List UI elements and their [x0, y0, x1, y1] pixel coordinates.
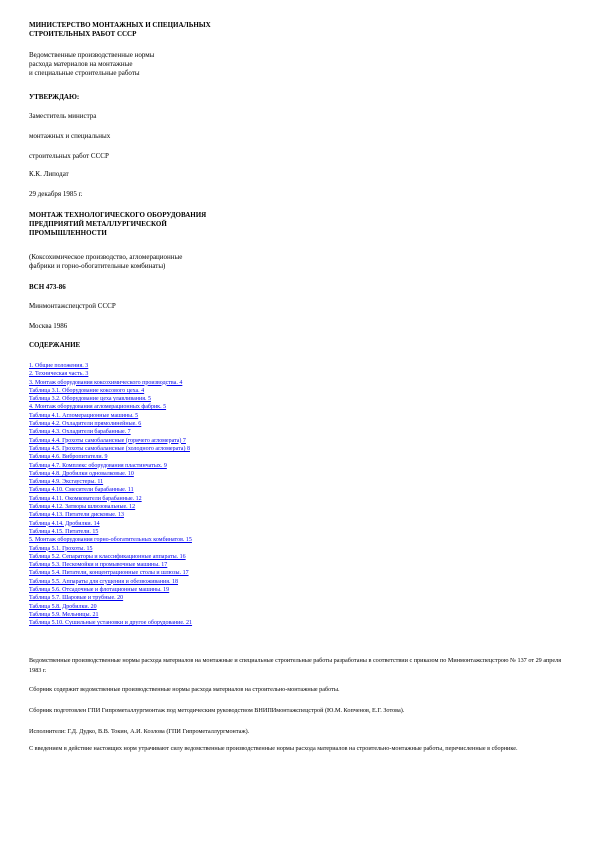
toc-link[interactable]: Таблица 4.7. Комплекс оборудования пластинчатых. 9 — [29, 462, 167, 469]
approval-heading: УТВЕРЖДАЮ: — [29, 93, 80, 101]
toc-link[interactable]: Таблица 5.8. Дробилки. 20 — [29, 603, 97, 610]
toc-link[interactable]: Таблица 5.10. Сушильные установки и другое оборудование. 21 — [29, 620, 193, 627]
ministry-header — [29, 21, 211, 39]
document-title — [29, 211, 206, 238]
toc-link[interactable]: Таблица 4.14. Дробилки. 14 — [29, 520, 100, 527]
toc-link[interactable]: Таблица 4.9. Эксгаустеры. 11 — [29, 479, 104, 486]
document-subtitle — [29, 253, 182, 271]
toc-link[interactable]: Таблица 4.2. Охладители прямолинейные. 6 — [29, 421, 142, 428]
publisher: Минмонтажспецстрой СССР — [29, 302, 116, 310]
toc-link[interactable]: Таблица 5.6. Отсадочные и флотационные машины. 19 — [29, 587, 170, 594]
table-of-contents — [29, 362, 192, 628]
toc-link[interactable]: Таблица 4.1. Агломерационные машины. 5 — [29, 412, 139, 419]
toc-link[interactable]: 4. Монтаж оборудования агломерационных фабрик. 5 — [29, 404, 167, 411]
contents-heading: СОДЕРЖАНИЕ — [29, 341, 81, 349]
toc-link[interactable]: 2. Техническая часть. 3 — [29, 371, 89, 378]
toc-link[interactable]: Таблица 4.8. Дробилки одновалковые. 10 — [29, 470, 134, 477]
toc-link[interactable]: Таблица 5.5. Аппараты для сгущения и обезвоживания. 18 — [29, 578, 179, 585]
ministry-line-1: МИНИСТЕРСТВО МОНТАЖНЫХ И СПЕЦИАЛЬНЫХ — [29, 21, 211, 29]
title-line-1: МОНТАЖ ТЕХНОЛОГИЧЕСКОГО ОБОРУДОВАНИЯ — [29, 211, 207, 219]
toc-link[interactable]: 1. Общие положения. 3 — [29, 363, 89, 369]
document-code: ВСН 473-86 — [29, 283, 66, 291]
toc-link[interactable]: Таблица 4.10. Смесители барабанные. 11 — [29, 487, 134, 494]
paragraph-4: Исполнители: Г.Д. Дудко, В.В. Токин, А.И. Козлова (ГПИ Гипрометаллургмонтаж). — [29, 728, 250, 735]
toc-link[interactable]: Таблица 5.4. Питатели, концентрационные столы и шлюзы. 17 — [29, 570, 189, 577]
paragraph-3: Сборник подготовлен ГПИ Гипрометаллургмонтаж под методическим руководством ВНИПИмонтажспецстрой (Ю.М. Копченов, Е.Г. Зотова). — [29, 707, 405, 714]
toc-link[interactable]: Таблица 4.6. Вибропитатели. 9 — [29, 454, 108, 461]
toc-link[interactable]: Таблица 5.1. Грохоты. 15 — [29, 545, 93, 552]
doc-type-line-2: расхода материалов на монтажные — [29, 60, 133, 68]
doc-type-line-3: и специальные строительные работы — [29, 69, 140, 77]
paragraph-5: С введением в действие настоящих норм утрачивают силу ведомственные производственные нормы расхода материалов на строительно-монтажные работы, перечисленные в сборнике. — [29, 745, 518, 752]
toc-link[interactable]: Таблица 5.3. Пескомойки и промывочные машины. 17 — [29, 562, 168, 569]
toc-link[interactable]: Таблица 4.12. Затворы шлюзовальные. 12 — [29, 504, 136, 511]
subtitle-line-2: фабрики и горно-обогатительные комбинаты) — [29, 262, 166, 270]
approval-date: 29 декабря 1985 г. — [29, 190, 83, 198]
toc-link[interactable]: Таблица 4.4. Грохоты самобалансные (горячего агломерата) 7 — [29, 437, 186, 444]
toc-link[interactable]: Таблица 4.3. Охладители барабанные. 7 — [29, 429, 131, 436]
approver-name: К.К. Липодат — [29, 170, 69, 178]
approval-line-2: монтажных и специальных — [29, 132, 111, 140]
ministry-line-2: СТРОИТЕЛЬНЫХ РАБОТ СССР — [29, 30, 137, 38]
approval-line-1: Заместитель министра — [29, 112, 97, 120]
toc-link[interactable]: Таблица 5.9. Мельницы. 21 — [29, 611, 99, 618]
paragraph-1: Ведомственные производственные нормы расхода материалов на монтажные и специальные строительные работы разработаны в соответствии с приказом по Минмонтажспецстрою № 137 от 29 апреля 1983 г. — [29, 657, 562, 674]
toc-link[interactable]: Таблица 4.13. Питатели дисковые. 13 — [29, 512, 124, 519]
subtitle-line-1: (Коксохимическое производство, агломерационные — [29, 253, 183, 261]
title-line-3: ПРОМЫШЛЕННОСТИ — [29, 229, 107, 237]
document-type — [29, 51, 154, 78]
toc-link[interactable]: Таблица 4.5. Грохоты самобалансные (холодного агломерата) 8 — [29, 445, 190, 452]
approval-line-3: строительных работ СССР — [29, 152, 109, 160]
toc-link[interactable]: Таблица 4.11. Окомкователи барабанные. 12 — [29, 495, 142, 502]
toc-link[interactable]: Таблица 5.7. Шаровые и трубные. 20 — [29, 595, 124, 602]
doc-type-line-1: Ведомственные производственные нормы — [29, 51, 155, 59]
city-year: Москва 1986 — [29, 322, 68, 330]
toc-link[interactable]: Таблица 3.2. Оборудование цеха улавливания. 5 — [29, 396, 151, 403]
title-line-2: ПРЕДПРИЯТИЙ МЕТАЛЛУРГИЧЕСКОЙ — [29, 220, 167, 228]
toc-link[interactable]: 5. Монтаж оборудования горно-обогатительных комбинатов. 15 — [29, 537, 192, 544]
paragraph-2: Сборник содержит ведомственные производственные нормы расхода материалов на строительно-монтажные работы. — [29, 686, 340, 693]
toc-link[interactable]: 3. Монтаж оборудования коксохимического производства. 4 — [29, 379, 183, 386]
toc-link[interactable]: Таблица 5.2. Сепараторы и классификационные аппараты. 16 — [29, 553, 186, 560]
toc-link[interactable]: Таблица 4.15. Питатели. 15 — [29, 528, 99, 535]
toc-link[interactable]: Таблица 3.1. Оборудование коксового цеха. 4 — [29, 387, 145, 394]
